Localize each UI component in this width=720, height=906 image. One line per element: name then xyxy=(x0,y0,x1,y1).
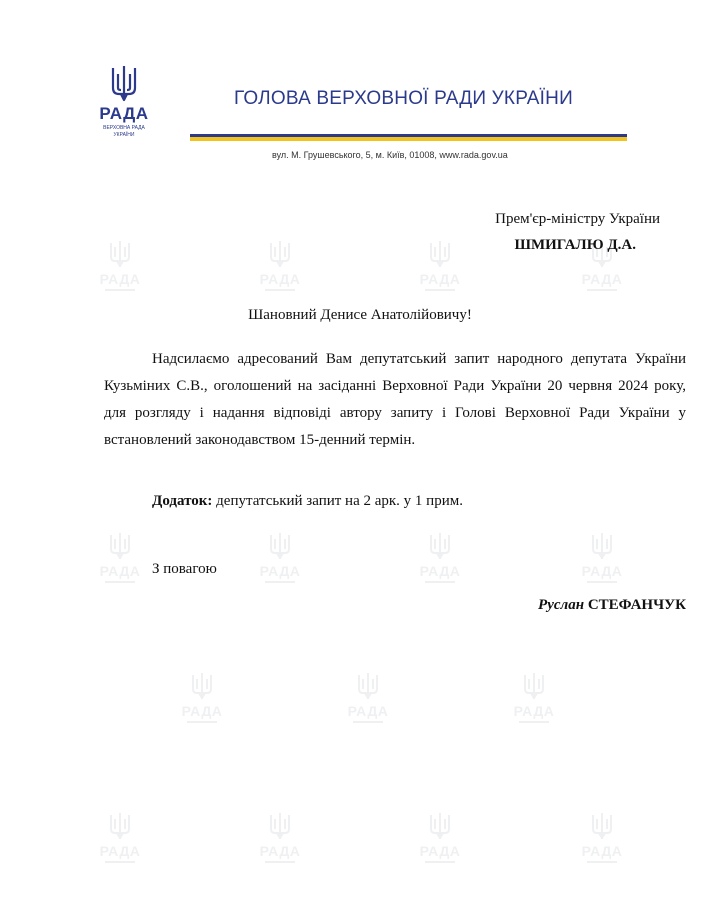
trident-icon xyxy=(357,672,379,702)
watermark-text: РАДА xyxy=(581,271,623,287)
watermark-underline xyxy=(425,289,455,291)
header-address: вул. М. Грушевського, 5, м. Київ, 01008, www.rada.gov.ua xyxy=(272,150,508,160)
header-title: ГОЛОВА ВЕРХОВНОЇ РАДИ УКРАЇНИ xyxy=(234,88,573,109)
watermark-underline xyxy=(353,721,383,723)
watermark-text: РАДА xyxy=(513,703,555,719)
trident-icon xyxy=(429,240,451,270)
trident-icon xyxy=(110,64,138,102)
logo-subtitle-1: ВЕРХОВНА РАДА xyxy=(103,125,145,131)
letter-body: Надсилаємо адресований Вам депутатський запит народного депутата України Кузьміних С.В., оголошений на засіданні Верховної Ради України 20 червня 2024 року, для розгляду і надання відповіді автору запиту і Голові Верховної Ради України у встановлений законодавством 15-денний термін. xyxy=(104,351,686,448)
trident-icon xyxy=(269,812,291,842)
rada-watermark xyxy=(410,532,470,583)
trident-icon xyxy=(269,532,291,562)
watermark-underline xyxy=(587,581,617,583)
watermark-underline xyxy=(425,581,455,583)
watermark-text: РАДА xyxy=(581,843,623,859)
watermark-underline xyxy=(587,861,617,863)
logo-subtitle-2: УКРАЇНИ xyxy=(113,132,135,138)
watermark-text: РАДА xyxy=(99,271,141,287)
watermark-text: РАДА xyxy=(181,703,223,719)
trident-icon xyxy=(109,532,131,562)
header-rule-yellow xyxy=(190,137,627,141)
attachment-label: Додаток: xyxy=(152,493,213,509)
trident-icon xyxy=(523,672,545,702)
signature-surname: СТЕФАНЧУК xyxy=(587,597,686,613)
watermark-text: РАДА xyxy=(259,563,301,579)
watermark-underline xyxy=(265,581,295,583)
trident-icon xyxy=(429,812,451,842)
watermark-underline xyxy=(587,289,617,291)
watermark-underline xyxy=(519,721,549,723)
watermark-underline xyxy=(187,721,217,723)
rada-watermark xyxy=(172,672,232,723)
rada-watermark xyxy=(410,812,470,863)
rada-logo xyxy=(92,64,156,138)
rada-watermark xyxy=(250,812,310,863)
watermark-text: РАДА xyxy=(99,843,141,859)
attachment-line xyxy=(152,493,463,510)
trident-icon xyxy=(591,812,613,842)
signature-first-name: Руслан xyxy=(538,597,585,613)
trident-icon xyxy=(429,532,451,562)
logo-text: РАДА xyxy=(99,104,149,123)
watermark-text: РАДА xyxy=(99,563,141,579)
attachment-text: депутатський запит на 2 арк. у 1 прим. xyxy=(216,493,463,509)
trident-icon xyxy=(269,240,291,270)
watermark-text: РАДА xyxy=(347,703,389,719)
watermark-underline xyxy=(425,861,455,863)
watermark-underline xyxy=(105,289,135,291)
rada-watermark xyxy=(504,672,564,723)
salutation: Шановний Денисе Анатолійовичу! xyxy=(248,307,472,323)
closing: З повагою xyxy=(152,561,217,577)
rada-watermark xyxy=(90,532,150,583)
rada-watermark xyxy=(410,240,470,291)
rada-watermark xyxy=(250,532,310,583)
rada-watermark xyxy=(250,240,310,291)
watermark-text: РАДА xyxy=(419,563,461,579)
watermark-underline xyxy=(105,861,135,863)
watermark-underline xyxy=(265,289,295,291)
watermark-text: РАДА xyxy=(259,843,301,859)
watermark-underline xyxy=(105,581,135,583)
rada-watermark xyxy=(90,812,150,863)
rada-watermark xyxy=(572,532,632,583)
recipient-name: ШМИГАЛЮ Д.А. xyxy=(514,237,636,253)
rada-watermark xyxy=(572,812,632,863)
trident-icon xyxy=(109,812,131,842)
watermark-text: РАДА xyxy=(581,563,623,579)
watermark-text: РАДА xyxy=(259,271,301,287)
trident-icon xyxy=(191,672,213,702)
watermark-text: РАДА xyxy=(419,843,461,859)
watermark-text: РАДА xyxy=(419,271,461,287)
watermark-underline xyxy=(265,861,295,863)
trident-icon xyxy=(591,532,613,562)
signature xyxy=(538,597,686,614)
trident-icon xyxy=(109,240,131,270)
rada-watermark xyxy=(338,672,398,723)
rada-watermark xyxy=(90,240,150,291)
recipient-position: Прем'єр-міністру України xyxy=(495,211,660,227)
